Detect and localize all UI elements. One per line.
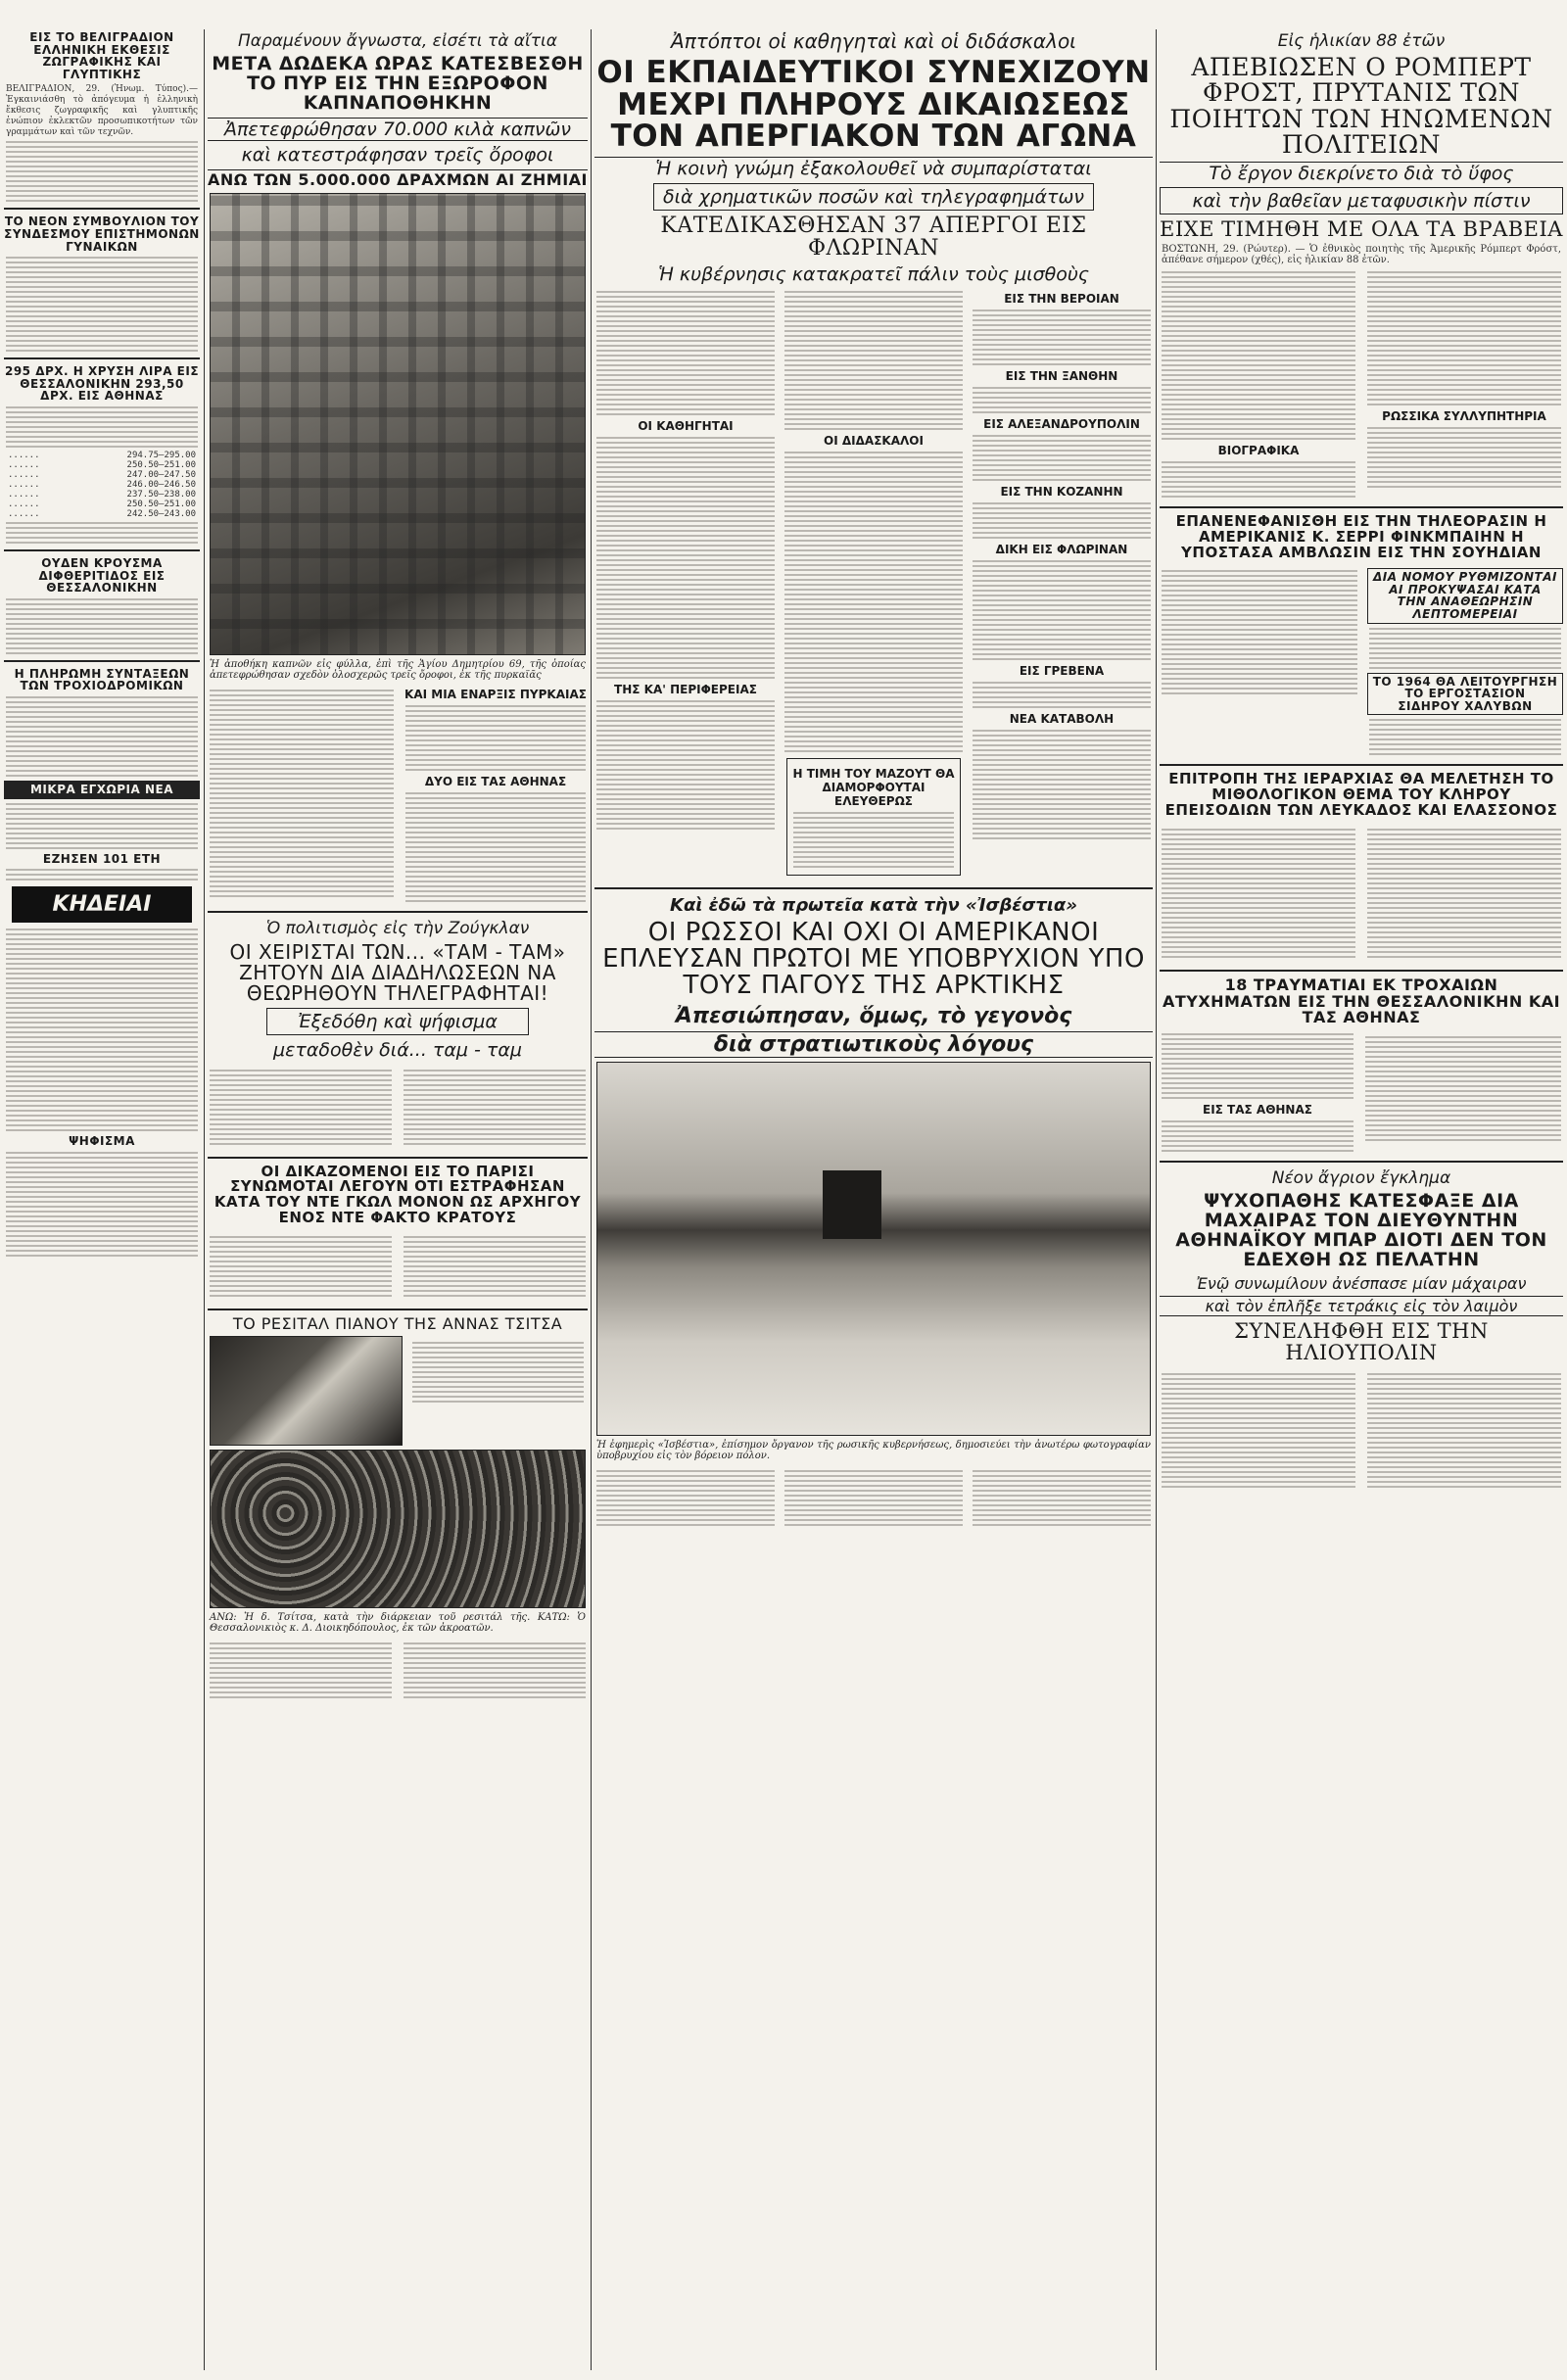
article-body [6, 869, 198, 881]
headline-tram-pensions: Η ΠΛΗΡΩΜΗ ΣΥΝΤΑΞΕΩΝ ΤΩΝ ΤΡΟΧΙΟΔΡΟΜΙΚΩΝ [14, 666, 190, 693]
recital-article [208, 1637, 588, 1704]
article-body [6, 803, 198, 849]
subhead-kept-silent: Ἀπεσιώπησαν, ὅμως, τὸ γεγονὸς [675, 1003, 1072, 1028]
price-row: ...... 250.50—251.00 [8, 459, 196, 470]
funeral-notices [6, 928, 198, 1131]
column-two [208, 0, 588, 2380]
subhead-resolution-issued: Ἐξεδόθη καὶ ψήφισμα [266, 1008, 529, 1035]
article-exhibition-text: ΒΕΛΙΓΡΑΔΙΟΝ, 29. (Ἠνωμ. Τύπος).— Ἐγκαινιάσθη τὸ ἀπόγευμα ἡ ἐλληνικὴ ἔκθεσις ζωγραφικῆς καὶ γλυπτικῆς ἐνώπιον ἐκλεκτῶν προσωπικοτήτων τῶν γραμμάτων καὶ τῶν τεχνῶν. [6, 84, 198, 138]
headline-clergy-committee: ΕΠΙΤΡΟΠΗ ΤΗΣ ΙΕΡΑΡΧΙΑΣ ΘΑ ΜΕΛΕΤΗΣΗ ΤΟ ΜΙΘΟΛΟΓΙΚΟΝ ΘΕΜΑ ΤΟΥ ΚΛΗΡΟΥ ΕΠΕΙΣΟΔΙΩΝ ΤΩΝ ΛΕΥΚΑΔΟΣ ΚΑΙ ΕΛΑΣΣΟΝΟΣ [1164, 770, 1558, 819]
kicker-jungle: Ὁ πολιτισμὸς εἰς τὴν Ζούγκλαν [265, 918, 530, 938]
kicker-izvestia: Καὶ ἐδῶ τὰ πρωτεῖα κατὰ τὴν «Ἰσβέστια» [670, 894, 1077, 916]
subhead-veroia: ΕΙΣ ΤΗΝ ΒΕΡΟΙΑΝ [1004, 291, 1119, 306]
fire-article-columns [208, 684, 588, 905]
article-body [6, 696, 198, 777]
headline-paris-conspirators: ΟΙ ΔΙΚΑΖΟΜΕΝΟΙ ΕΙΣ ΤΟ ΠΑΡΙΣΙ ΣΥΝΩΜΟΤΑΙ ΛΕΓΟΥΝ ΟΤΙ ΕΣΤΡΑΦΗΣΑΝ ΚΑΤΑ ΤΟΥ ΝΤΕ ΓΚΩΛ ΜΟΝΟΝ ΩΣ ΑΡΧΗΓΟΥ ΕΝΟΣ ΝΤΕ ΦΑΚΤΟ ΚΡΑΤΟΥΣ [214, 1162, 582, 1226]
subhead-kozani: ΕΙΣ ΤΗΝ ΚΟΖΑΝΗΝ [1000, 484, 1123, 499]
article-body [6, 522, 198, 544]
subhead-floors-destroyed: καὶ κατεστράφησαν τρεῖς ὄροφοι [241, 143, 554, 166]
article-body [6, 257, 198, 352]
crime-article [1160, 1367, 1563, 1494]
subhead-athens: ΕΙΣ ΤΑΣ ΑΘΗΝΑΣ [1203, 1103, 1312, 1118]
kicker-teachers: Ἀπτόπτοι οἱ καθηγηταὶ καὶ οἱ διδάσκαλοι [671, 29, 1076, 53]
headline-mazout-price: Η ΤΙΜΗ ΤΟΥ ΜΑΖΟΥΤ ΘΑ ΔΙΑΜΟΡΦΟΥΤΑΙ ΕΛΕΥΘΕΡΩΣ [792, 766, 955, 808]
kicker-new-crime: Νέον ἄγριον ἔγκλημα [1271, 1168, 1451, 1189]
kicker-frost-age: Εἰς ἡλικίαν 88 ἐτῶν [1277, 31, 1446, 51]
headline-law-details: ΔΙΑ ΝΟΜΟΥ ΡΥΘΜΙΖΟΝΤΑΙ ΑΙ ΠΡΟΚΥΨΑΣΑΙ ΚΑΤΑ ΤΗΝ ΑΝΑΘΕΩΡΗΣΙΝ ΛΕΠΤΟΜΕΡΕΙΑΙ [1367, 568, 1563, 623]
kicker-fire: Παραμένουν ἄγνωστα, εἰσέτι τὰ αἴτια [238, 31, 557, 51]
recital-caption: ΑΝΩ: Ἡ δ. Τσίτσα, κατὰ τὴν διάρκειαν τοῦ ρεσιτάλ τῆς. ΚΑΤΩ: Ὁ Θεσσαλονικιὸς κ. Δ. Διοικηδόπουλος, ἐκ τῶν ἀκροατῶν. [210, 1612, 586, 1635]
subhead-new-payment: ΝΕΑ ΚΑΤΑΒΟΛΗ [1009, 711, 1115, 726]
subhead-damages: ΑΝΩ ΤΩΝ 5.000.000 ΔΡΑΧΜΩΝ ΑΙ ΖΗΜΙΑΙ [208, 169, 588, 189]
teachers-article-columns [594, 288, 1153, 881]
mazout-box [786, 758, 961, 876]
headline-steel-factory: ΤΟ 1964 ΘΑ ΛΕΙΤΟΥΡΓΗΣΗ ΤΟ ΕΡΓΟΣΤΑΣΙΟΝ ΣΙΔΗΡΟΥ ΧΑΛΥΒΩΝ [1367, 673, 1563, 716]
price-row: ...... 250.50—251.00 [8, 499, 196, 509]
frost-lead: ΒΟΣΤΩΝΗ, 29. (Ρώυτερ). — Ὁ ἐθνικὸς ποιητὴς τῆς Ἀμερικῆς Ρόμπερτ Φρόστ, ἀπέθανε σήμερον (χθές), εἰς ἡλικίαν 88 ἐτῶν. [1162, 244, 1561, 266]
price-row: ...... 242.50—243.00 [8, 508, 196, 519]
headline-bar-murder: ΨΥΧΟΠΑΘΗΣ ΚΑΤΕΣΦΑΞΕ ΔΙΑ ΜΑΧΑΙΡΑΣ ΤΟΝ ΔΙΕΥΘΥΝΤΗΝ ΑΘΗΝΑΪΚΟΥ ΜΠΑΡ ΔΙΟΤΙ ΔΕΝ ΤΟΝ ΕΔΕΧΘΗ ΩΣ ΠΕΛΑΤΗΝ [1175, 1190, 1547, 1270]
subhead-faith: καὶ τὴν βαθεῖαν μεταφυσικὴν πίστιν [1160, 187, 1563, 214]
clergy-article [1160, 823, 1563, 964]
headline-teachers-strike: ΟΙ ΕΚΠΑΙΔΕΥΤΙΚΟΙ ΣΥΝΕΧΙΖΟΥΝ ΜΕΧΡΙ ΠΛΗΡΟΥΣ ΔΙΚΑΙΩΣΕΩΣ ΤΟΝ ΑΠΕΡΓΙΑΚΟΝ ΤΩΝ ΑΓΩΝΑ [596, 55, 1151, 155]
headline-piano-recital: ΤΟ ΡΕΣΙΤΑΛ ΠΙΑΝΟΥ ΤΗΣ ΑΝΝΑΣ ΤΣΙΤΣΑ [232, 1313, 563, 1333]
warehouse-photo-caption: Ἡ ἀποθήκη καπνῶν εἰς φύλλα, ἐπὶ τῆς Ἁγίου Δημητρίου 69, τῆς ὁποίας ἀπετεφρώθησαν σχεδὸν ὁλοσχερῶς τρεῖς ὄροφοι, ἐκ τῆς πυρκαϊᾶς [210, 658, 586, 681]
price-table [4, 451, 200, 519]
paris-article [208, 1230, 588, 1303]
headline-traffic-accidents: 18 ΤΡΑΥΜΑΤΙΑΙ ΕΚ ΤΡΟΧΑΙΩΝ ΑΤΥΧΗΜΑΤΩΝ ΕΙΣ ΤΗΝ ΘΕΣΣΑΛΟΝΙΚΗΝ ΚΑΙ ΤΑΣ ΑΘΗΝΑΣ [1162, 975, 1561, 1027]
submarine-caption: Ἡ ἐφημερὶς «Ἰσβέστια», ἐπίσημον ὄργανον τῆς ρωσικῆς κυβερνήσεως, δημοσιεύει τὴν ἀνωτέρω φωτογραφίαν ὑποβρυχίου εἰς τὸν βόρειον πόλον. [596, 1439, 1151, 1461]
subhead-arrested: ΣΥΝΕΛΗΦΘΗ ΕΙΣ ΤΗΝ ΗΛΙΟΥΠΟΛΙΝ [1234, 1318, 1489, 1364]
headline-diphtheria: ΟΥΔΕΝ ΚΡΟΥΣΜΑ ΔΙΦΘΕΡΙΤΙΔΟΣ ΕΙΣ ΘΕΣΣΑΛΟΝΙΚΗΝ [38, 555, 166, 595]
price-row: ...... 246.00—246.50 [8, 479, 196, 490]
subhead-37-convicted: ΚΑΤΕΔΙΚΑΣΘΗΣΑΝ 37 ΑΠΕΡΓΟΙ ΕΙΣ ΦΛΩΡΙΝΑΝ [660, 213, 1087, 261]
pianist-photo [210, 1336, 403, 1446]
headline-tam-tam: ΟΙ ΧΕΙΡΙΣΤΑΙ ΤΩΝ... «ΤΑΜ - ΤΑΜ» ΖΗΤΟΥΝ ΔΙΑ ΔΙΑΔΗΛΩΣΕΩΝ ΝΑ ΘΕΩΡΗΘΟΥΝ ΤΗΛΕΓΡΑΦΗΤΑΙ! [229, 939, 566, 1005]
headline-resolution: ΨΗΦΙΣΜΑ [69, 1134, 135, 1149]
left-column [4, 0, 200, 2380]
recital-photos [210, 1336, 586, 1446]
subhead-ka-district: ΤΗΣ ΚΑ' ΠΕΡΙΦΕΡΕΙΑΣ [614, 682, 757, 696]
article-body [6, 406, 198, 448]
subhead-public-opinion: Ἡ κοινὴ γνώμη ἐξακολουθεῖ νὰ συμπαρίσταται [594, 157, 1153, 179]
headline-101-years: ΕΖΗΣΕΝ 101 ΕΤΗ [42, 851, 162, 866]
subhead-biography: ΒΙΟΓΡΑΦΙΚΑ [1217, 444, 1300, 458]
headline-exhibition: ΕΙΣ ΤΟ ΒΕΛΙΓΡΑΔΙΟΝ ΕΛΛΗΝΙΚΗ ΕΚΘΕΣΙΣ ΖΩΓΡΑΦΙΚΗΣ ΚΑΙ ΓΛΥΠΤΙΚΗΣ [29, 30, 174, 81]
submarine-silhouette [823, 1170, 881, 1239]
subhead-style: Τὸ ἔργον διεκρίνετο διὰ τὸ ὕφος [1160, 162, 1563, 184]
price-row: ...... 294.75—295.00 [8, 450, 196, 460]
subhead-money-telegrams: διὰ χρηματικῶν ποσῶν καὶ τηλεγραφημάτων [653, 183, 1094, 211]
subhead-awards: ΕΙΧΕ ΤΙΜΗΘΗ ΜΕ ΟΛΑ ΤΑ ΒΡΑΒΕΙΑ [1160, 217, 1563, 241]
subhead-another-fire: ΚΑΙ ΜΙΑ ΕΝΑΡΞΙΣ ΠΥΡΚΑΙΑΣ [404, 687, 587, 701]
subhead-florina-trial: ΔΙΚΗ ΕΙΣ ΦΛΩΡΙΝΑΝ [995, 542, 1128, 556]
headline-local-news: ΜΙΚΡΑ ΕΓΧΩΡΙΑ ΝΕΑ [4, 781, 200, 799]
headline-tobacco-fire: ΜΕΤΑ ΔΩΔΕΚΑ ΩΡΑΣ ΚΑΤΕΣΒΕΣΘΗ ΤΟ ΠΥΡ ΕΙΣ ΤΗΝ ΕΞΩΡΟΦΟΝ ΚΑΠΝΑΠΟΘΗΚΗΝ [212, 53, 584, 114]
headline-robert-frost: ΑΠΕΒΙΩΣΕΝ Ο ΡΟΜΠΕΡΤ ΦΡΟΣΤ, ΠΡΥΤΑΝΙΣ ΤΩΝ ΠΟΙΗΤΩΝ ΤΩΝ ΗΝΩΜΕΝΩΝ ΠΟΛΙΤΕΙΩΝ [1169, 53, 1553, 159]
arctic-article [594, 1464, 1153, 1532]
subhead-alexandroupoli: ΕΙΣ ΑΛΕΞΑΝΔΡΟΥΠΟΛΙΝ [983, 416, 1140, 431]
headline-gold-sovereign: 295 ΔΡΧ. Η ΧΡΥΣΗ ΛΙΡΑ ΕΙΣ ΘΕΣΣΑΛΟΝΙΚΗΝ 293,50 ΔΡΧ. ΕΙΣ ΑΘΗΝΑΣ [4, 364, 200, 404]
subhead-tobacco-burned: Ἀπετεφρώθησαν 70.000 κιλὰ καπνῶν [208, 118, 588, 141]
subhead-salaries-withheld: Ἡ κυβέρνησις κατακρατεῖ πάλιν τοὺς μισθοὺς [657, 262, 1089, 285]
article-body [6, 141, 198, 202]
headline-finkbine-tv: ΕΠΑΝΕΝΕΦΑΝΙΣΘΗ ΕΙΣ ΤΗΝ ΤΗΛΕΟΡΑΣΙΝ Η ΑΜΕΡΙΚΑΝΙΣ Κ. ΣΕΡΡΙ ΦΙΝΚΜΠΑΙΗΝ Η ΥΠΟΣΤΑΣΑ ΑΜΒΛΩΣΙΝ ΕΙΣ ΤΗΝ ΣΟΥΗΔΙΑΝ [1175, 512, 1547, 561]
subhead-tam-tam-broadcast: μεταδοθὲν διά... ταμ - ταμ [273, 1038, 522, 1061]
price-row: ...... 237.50—238.00 [8, 489, 196, 500]
subhead-professors: ΟΙ ΚΑΘΗΓΗΤΑΙ [638, 418, 734, 433]
frost-article [1160, 268, 1563, 500]
subhead-stabbed: καὶ τὸν ἐπλῆξε τετράκις εἰς τὸν λαιμὸν [1160, 1296, 1563, 1316]
submarine-photo [596, 1062, 1151, 1436]
column-three [594, 0, 1153, 2380]
article-body [6, 598, 198, 654]
price-row: ...... 247.00—247.50 [8, 469, 196, 480]
subhead-grevena: ΕΙΣ ΓΡΕΒΕΝΑ [1019, 663, 1105, 678]
subhead-primary-teachers: ΟΙ ΔΙΔΑΣΚΑΛΟΙ [824, 433, 924, 448]
subhead-two-athens: ΔΥΟ ΕΙΣ ΤΑΣ ΑΘΗΝΑΣ [424, 774, 567, 788]
subhead-knife: Ἐνῷ συνωμίλουν ἀνέσπασε μίαν μάχαιραν [1196, 1273, 1527, 1293]
finkbine-and-law [1160, 564, 1563, 758]
tam-tam-article [208, 1064, 588, 1151]
subhead-xanthi: ΕΙΣ ΤΗΝ ΞΑΝΘΗΝ [1005, 368, 1118, 383]
subhead-military-reasons: διὰ στρατιωτικοὺς λόγους [594, 1031, 1153, 1058]
headline-arctic-submarine: ΟΙ ΡΩΣΣΟΙ ΚΑΙ ΟΧΙ ΟΙ ΑΜΕΡΙΚΑΝΟΙ ΕΠΛΕΥΣΑΝ ΠΡΩΤΟΙ ΜΕ ΥΠΟΒΡΥΧΙΟΝ ΥΠΟ ΤΟΥΣ ΠΑΓΟΥΣ ΤΗΣ ΑΡΚΤΙΚΗΣ [602, 917, 1145, 1001]
accidents-article [1160, 1030, 1563, 1155]
warehouse-photo [210, 193, 586, 655]
article-body [6, 1152, 198, 1257]
headline-women-scientists: ΤΟ ΝΕΟΝ ΣΥΜΒΟΥΛΙΟΝ ΤΟΥ ΣΥΝΔΕΣΜΟΥ ΕΠΙΣΤΗΜΟΝΩΝ ΓΥΝΑΙΚΩΝ [4, 214, 200, 254]
audience-photo [210, 1450, 586, 1608]
funerals-banner: ΚΗΔΕΙΑΙ [12, 886, 192, 923]
subhead-russian-condolences: ΡΩΣΣΙΚΑ ΣΥΛΛΥΠΗΤΗΡΙΑ [1382, 409, 1546, 424]
column-four [1160, 0, 1563, 2380]
